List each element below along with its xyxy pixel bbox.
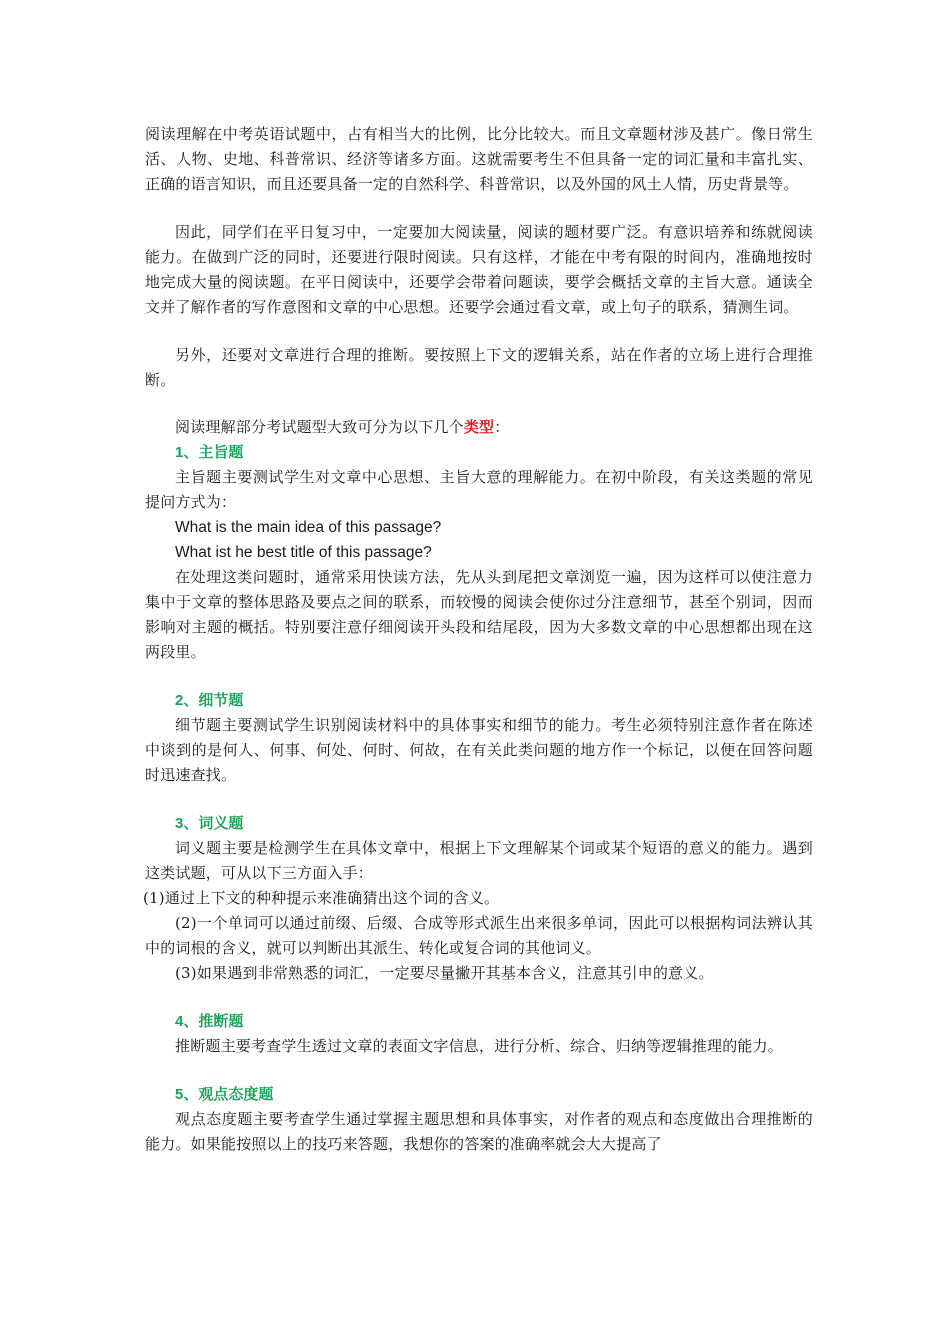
vocabulary-item-1: (1)通过上下文的种种提示来准确猜出这个词的含义。: [143, 889, 500, 907]
section-heading-inference: 4、推断题: [175, 1013, 244, 1030]
types-highlight: 类型: [463, 418, 495, 436]
paragraph-inference: 另外，还要对文章进行合理的推断。要按照上下文的逻辑关系，站在作者的立场上进行合理推断。: [145, 346, 813, 389]
section-heading-vocabulary: 3、词义题: [175, 815, 244, 832]
main-idea-question-1: What is the main idea of this passage?: [175, 519, 442, 536]
vocabulary-body: 词义题主要是检测学生在具体文章中，根据上下文理解某个词或某个短语的意义的能力。遇到这类试题，可从以下三方面入手：: [145, 839, 813, 882]
section-heading-detail: 2、细节题: [175, 692, 244, 709]
section-heading-main-idea: 1、主旨题: [175, 444, 244, 461]
vocabulary-item-2: (2)一个单词可以通过前缀、后缀、合成等形式派生出来很多单词，因此可以根据构词法辨认其中的词根的含义，就可以判断出其派生、转化或复合词的其他词义。: [145, 914, 813, 957]
attitude-body: 观点态度题主要考查学生通过掌握主题思想和具体事实，对作者的观点和态度做出合理推断的能力。如果能按照以上的技巧来答题，我想你的答案的准确率就会大大提高了: [145, 1110, 813, 1153]
main-idea-strategy: 在处理这类问题时，通常采用快读方法，先从头到尾把文章浏览一遍，因为这样可以使注意力集中于文章的整体思路及要点之间的联系，而较慢的阅读会使你过分注意细节，甚至个别词，因而影响对主题的概括。特别要注意仔细阅读开头段和结尾段，因为大多数文章的中心思想都出现在这两段里。: [145, 568, 813, 661]
main-idea-body: 主旨题主要测试学生对文章中心思想、主旨大意的理解能力。在初中阶段，有关这类题的常见提问方式为：: [145, 468, 813, 511]
inference-body: 推断题主要考查学生透过文章的表面文字信息，进行分析、综合、归纳等逻辑推理的能力。: [175, 1037, 784, 1055]
types-intro-colon: ：: [494, 418, 510, 436]
detail-body: 细节题主要测试学生识别阅读材料中的具体事实和细节的能力。考生必须特别注意作者在陈述中谈到的是何人、何事、何处、何时、何故，在有关此类问题的地方作一个标记，以便在回答问题时迅速查找。: [145, 716, 813, 784]
paragraph-types-intro: [145, 415, 813, 440]
main-idea-question-2: What ist he best title of this passage?: [175, 544, 432, 561]
section-heading-attitude: 5、观点态度题: [175, 1086, 274, 1103]
paragraph-practice: 因此，同学们在平日复习中，一定要加大阅读量，阅读的题材要广泛。有意识培养和练就阅读能力。在做到广泛的同时，还要进行限时阅读。只有这样，才能在中考有限的时间内，准确地按时地完成大量的阅读题。在平日阅读中，还要学会带着问题读，要学会概括文章的主旨大意。通读全文并了解作者的写作意图和文章的中心思想。还要学会通过看文章，或上句子的联系，猜测生词。: [145, 223, 813, 316]
types-intro-text: 阅读理解部分考试题型大致可分为以下几个: [175, 418, 464, 436]
document-page: [145, 122, 813, 1157]
vocabulary-item-3: (3)如果遇到非常熟悉的词汇，一定要尽量撇开其基本含义，注意其引申的意义。: [175, 964, 714, 982]
paragraph-intro: 阅读理解在中考英语试题中，占有相当大的比例，比分比较大。而且文章题材涉及甚广。像日常生活、人物、史地、科普常识、经济等诸多方面。这就需要考生不但具备一定的词汇量和丰富扎实、正确的语言知识，而且还要具备一定的自然科学、科普常识，以及外国的风土人情，历史背景等。: [145, 125, 813, 193]
